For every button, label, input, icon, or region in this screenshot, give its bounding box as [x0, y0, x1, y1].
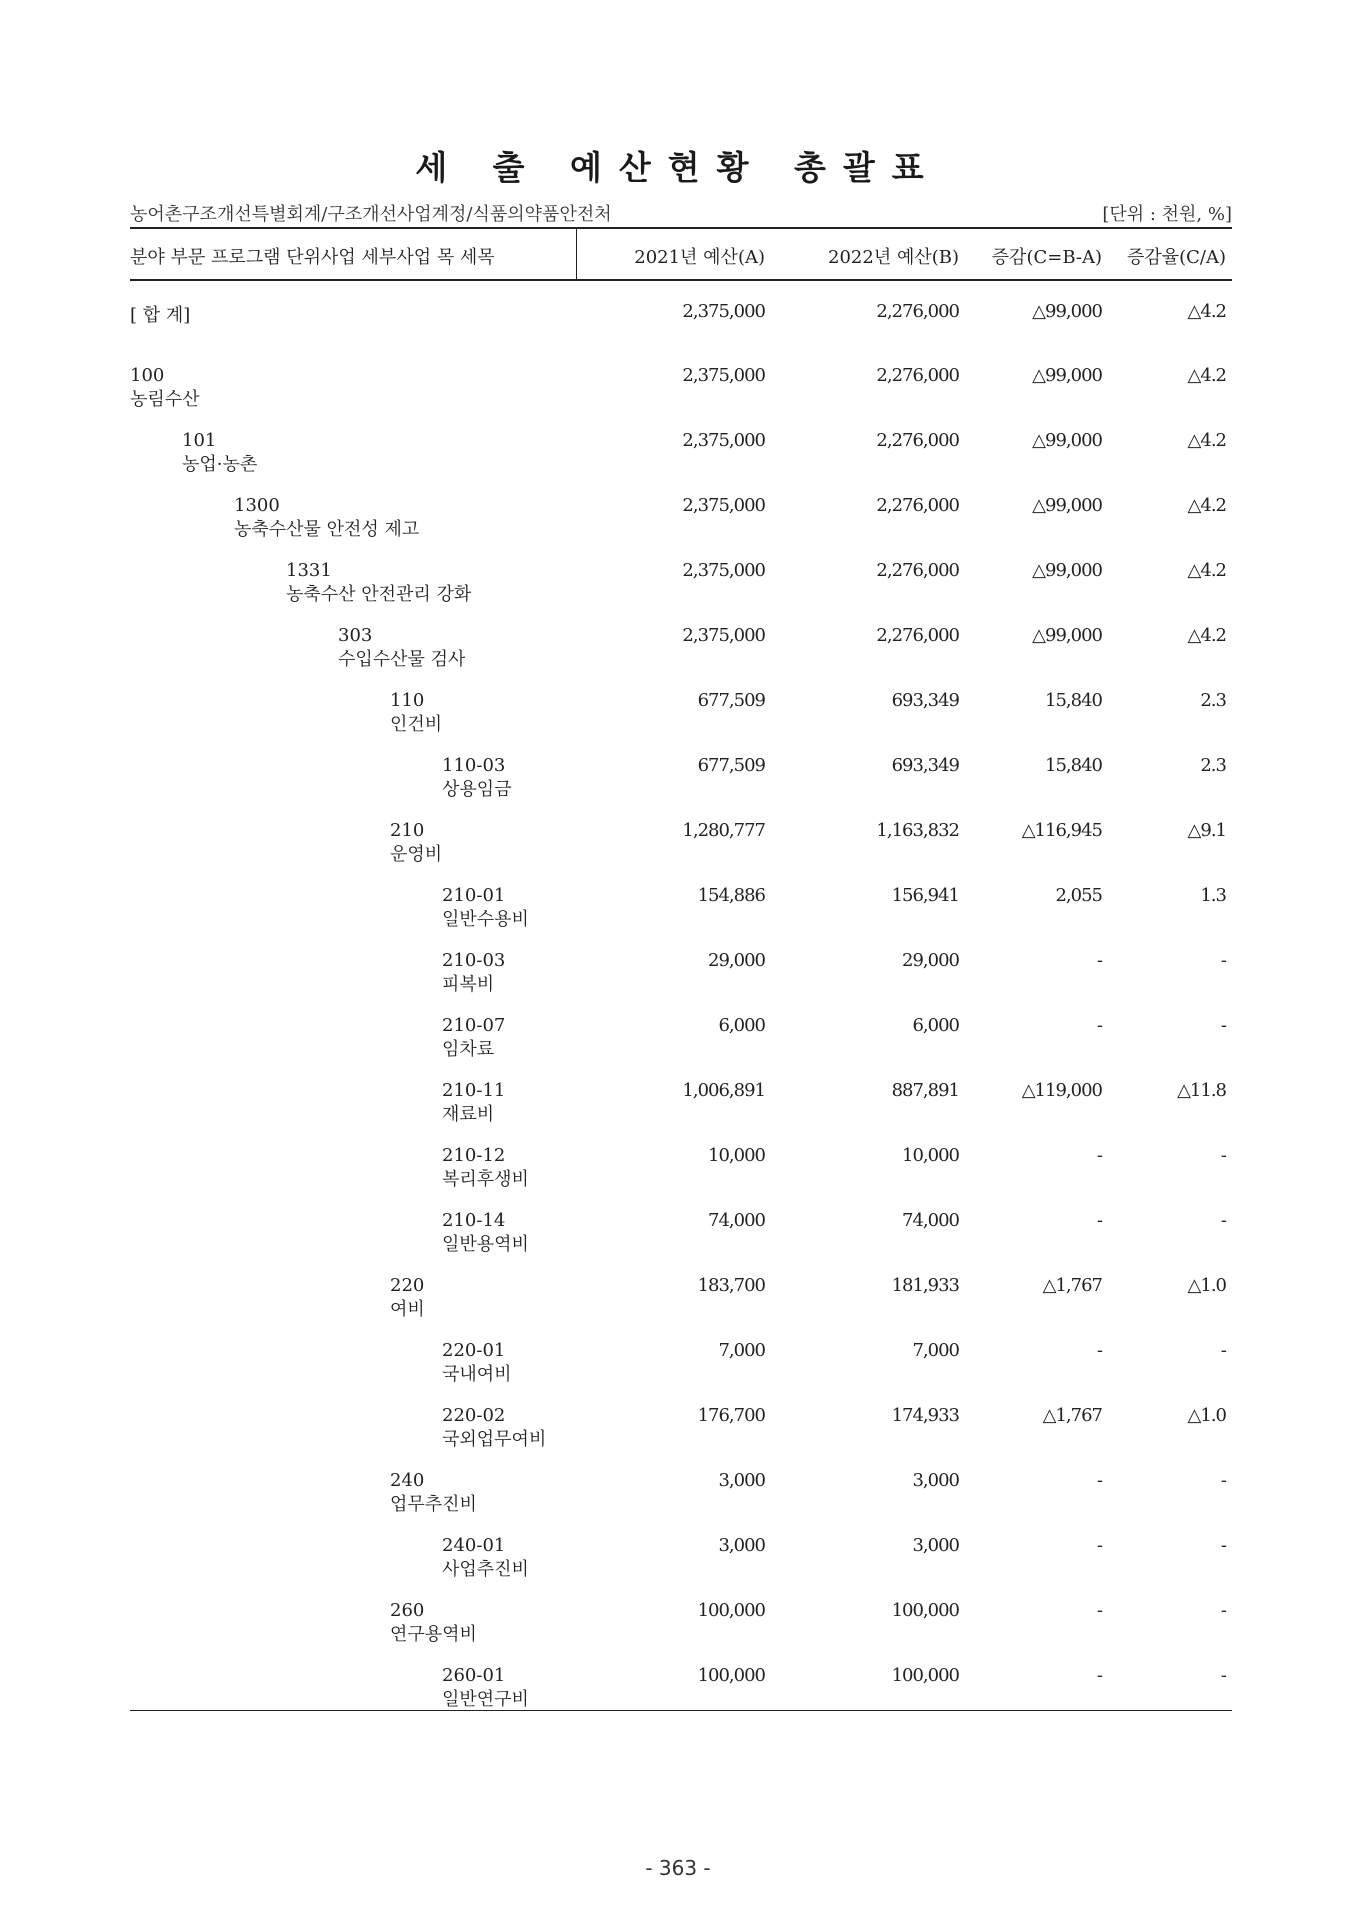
- item-code: 220-01: [442, 1340, 506, 1361]
- change-value: △99,000: [1032, 495, 1102, 516]
- budget-rows: [130, 345, 1232, 1710]
- value-2021: 2,375,000: [682, 560, 765, 581]
- item-name: 국외업무여비: [442, 1429, 547, 1450]
- change-rate-value: -: [1220, 1600, 1226, 1621]
- item-name: 농축수산물 안전성 제고: [234, 519, 420, 540]
- item-name: 복리후생비: [442, 1169, 529, 1190]
- value-2022: 693,349: [891, 690, 959, 711]
- change-rate-value: △4.2: [1187, 365, 1226, 386]
- value-2022: 100,000: [891, 1600, 959, 1621]
- header-2022-budget: 2022년 예산(B): [828, 247, 959, 268]
- header-2021-budget: 2021년 예산(A): [634, 247, 765, 268]
- budget-row: [130, 1060, 1232, 1125]
- item-code: 210-14: [442, 1210, 506, 1231]
- value-2022: 2,276,000: [876, 495, 959, 516]
- item-name: 일반수용비: [442, 909, 529, 930]
- budget-row: [130, 1645, 1232, 1710]
- item-code: 210-11: [442, 1080, 506, 1101]
- item-code: 110: [390, 690, 425, 711]
- total-change-value: △99,000: [1032, 301, 1102, 322]
- value-2022: 6,000: [912, 1015, 959, 1036]
- budget-row: [130, 1255, 1232, 1320]
- page-title: 세 출 예산현황 총괄표: [415, 148, 941, 187]
- value-2021: 2,375,000: [682, 625, 765, 646]
- value-2022: 156,941: [891, 885, 959, 906]
- item-code: 110-03: [442, 755, 506, 776]
- change-value: -: [1096, 1470, 1102, 1491]
- total-row: [130, 281, 1232, 345]
- item-code: 210-03: [442, 950, 506, 971]
- change-value: △99,000: [1032, 625, 1102, 646]
- item-name: 인건비: [390, 714, 443, 735]
- budget-table: [130, 227, 1232, 1711]
- item-name: 운영비: [390, 844, 443, 865]
- change-value: △116,945: [1021, 820, 1102, 841]
- value-2022: 74,000: [902, 1210, 959, 1231]
- value-2021: 677,509: [697, 755, 765, 776]
- value-2021: 29,000: [708, 950, 765, 971]
- item-code: 210-12: [442, 1145, 506, 1166]
- budget-row: [130, 605, 1232, 670]
- value-2021: 154,886: [697, 885, 765, 906]
- budget-row: [130, 1190, 1232, 1255]
- change-rate-value: △4.2: [1187, 495, 1226, 516]
- change-rate-value: -: [1220, 1210, 1226, 1231]
- change-value: △99,000: [1032, 560, 1102, 581]
- item-name: 상용임금: [442, 779, 512, 800]
- item-code: 1331: [286, 560, 332, 581]
- value-2022: 3,000: [912, 1535, 959, 1556]
- value-2021: 7,000: [718, 1340, 765, 1361]
- budget-row: [130, 995, 1232, 1060]
- total-2021-value: 2,375,000: [682, 301, 765, 322]
- budget-row: [130, 800, 1232, 865]
- total-2022-value: 2,276,000: [876, 301, 959, 322]
- table-header: [130, 229, 1232, 281]
- budget-row: [130, 1580, 1232, 1645]
- table-body: [130, 281, 1232, 1710]
- change-rate-value: -: [1220, 1535, 1226, 1556]
- change-value: -: [1096, 950, 1102, 971]
- total-change-rate-value: △4.2: [1187, 301, 1226, 322]
- change-rate-value: -: [1220, 1470, 1226, 1491]
- item-name: 임차료: [442, 1039, 495, 1060]
- item-name: 농업·농촌: [182, 454, 258, 475]
- value-2022: 2,276,000: [876, 365, 959, 386]
- change-rate-value: -: [1220, 1340, 1226, 1361]
- item-name: 사업추진비: [442, 1559, 529, 1580]
- item-code: 240-01: [442, 1535, 506, 1556]
- item-name: 재료비: [442, 1104, 495, 1125]
- budget-row: [130, 475, 1232, 540]
- account-path: 농어촌구조개선특별회계/구조개선사업계정/식품의약품안전처: [130, 204, 612, 225]
- item-name: 업무추진비: [390, 1494, 477, 1515]
- budget-row: [130, 410, 1232, 475]
- value-2022: 10,000: [902, 1145, 959, 1166]
- budget-row: [130, 1385, 1232, 1450]
- budget-row: [130, 540, 1232, 605]
- item-code: 1300: [234, 495, 280, 516]
- value-2022: 174,933: [891, 1405, 959, 1426]
- value-2021: 6,000: [718, 1015, 765, 1036]
- change-rate-value: -: [1220, 1145, 1226, 1166]
- budget-row: [130, 930, 1232, 995]
- change-value: -: [1096, 1665, 1102, 1686]
- change-value: △119,000: [1021, 1080, 1102, 1101]
- value-2021: 2,375,000: [682, 495, 765, 516]
- change-value: -: [1096, 1535, 1102, 1556]
- item-code: 210: [390, 820, 425, 841]
- item-name: 농축수산 안전관리 강화: [286, 584, 472, 605]
- value-2022: 100,000: [891, 1665, 959, 1686]
- change-value: -: [1096, 1145, 1102, 1166]
- value-2021: 74,000: [708, 1210, 765, 1231]
- value-2022: 887,891: [891, 1080, 959, 1101]
- change-rate-value: -: [1220, 950, 1226, 971]
- change-rate-value: -: [1220, 1665, 1226, 1686]
- change-rate-value: △4.2: [1187, 560, 1226, 581]
- header-separator: [576, 229, 577, 279]
- change-rate-value: 2.3: [1200, 690, 1226, 711]
- value-2021: 100,000: [697, 1600, 765, 1621]
- value-2021: 2,375,000: [682, 430, 765, 451]
- value-2021: 1,006,891: [682, 1080, 765, 1101]
- change-rate-value: -: [1220, 1015, 1226, 1036]
- item-code: 210-01: [442, 885, 506, 906]
- value-2021: 1,280,777: [682, 820, 765, 841]
- value-2021: 176,700: [697, 1405, 765, 1426]
- item-code: 101: [182, 430, 217, 451]
- change-rate-value: △11.8: [1177, 1080, 1226, 1101]
- value-2022: 3,000: [912, 1470, 959, 1491]
- value-2021: 2,375,000: [682, 365, 765, 386]
- total-label: [ 합 계]: [130, 305, 191, 326]
- budget-row: [130, 735, 1232, 800]
- change-value: △99,000: [1032, 430, 1102, 451]
- budget-row: [130, 1515, 1232, 1580]
- value-2021: 3,000: [718, 1470, 765, 1491]
- value-2021: 3,000: [718, 1535, 765, 1556]
- change-rate-value: △1.0: [1187, 1275, 1226, 1296]
- change-value: 15,840: [1045, 755, 1102, 776]
- budget-row: [130, 865, 1232, 930]
- change-value: △99,000: [1032, 365, 1102, 386]
- header-category-label: 분야 부문 프로그램 단위사업 세부사업 목 세목: [130, 247, 495, 268]
- value-2021: 10,000: [708, 1145, 765, 1166]
- value-2022: 693,349: [891, 755, 959, 776]
- item-code: 260: [390, 1600, 425, 1621]
- change-value: -: [1096, 1600, 1102, 1621]
- value-2022: 7,000: [912, 1340, 959, 1361]
- change-value: -: [1096, 1210, 1102, 1231]
- budget-row: [130, 1320, 1232, 1385]
- value-2022: 2,276,000: [876, 560, 959, 581]
- item-name: 수입수산물 검사: [338, 649, 466, 670]
- value-2022: 2,276,000: [876, 430, 959, 451]
- value-2021: 183,700: [697, 1275, 765, 1296]
- change-rate-value: △4.2: [1187, 625, 1226, 646]
- change-value: △1,767: [1042, 1405, 1102, 1426]
- change-rate-value: △9.1: [1187, 820, 1226, 841]
- budget-row: [130, 1450, 1232, 1515]
- change-rate-value: △1.0: [1187, 1405, 1226, 1426]
- header-change-rate: 증감율(C/A): [1126, 247, 1226, 268]
- value-2022: 29,000: [902, 950, 959, 971]
- table-bottom-rule: [130, 1710, 1232, 1711]
- item-code: 303: [338, 625, 373, 646]
- item-name: 농림수산: [130, 389, 200, 410]
- unit-label: [단위 : 천원, %]: [1102, 204, 1232, 225]
- header-change: 증감(C=B-A): [991, 247, 1102, 268]
- item-name: 국내여비: [442, 1364, 512, 1385]
- item-name: 여비: [390, 1299, 425, 1320]
- item-code: 240: [390, 1470, 425, 1491]
- item-name: 일반용역비: [442, 1234, 529, 1255]
- item-code: 210-07: [442, 1015, 506, 1036]
- value-2022: 181,933: [891, 1275, 959, 1296]
- item-name: 연구용역비: [390, 1624, 477, 1645]
- change-rate-value: △4.2: [1187, 430, 1226, 451]
- item-name: 일반연구비: [442, 1689, 529, 1710]
- item-code: 260-01: [442, 1665, 506, 1686]
- item-code: 220: [390, 1275, 425, 1296]
- change-value: △1,767: [1042, 1275, 1102, 1296]
- value-2021: 677,509: [697, 690, 765, 711]
- value-2022: 1,163,832: [876, 820, 959, 841]
- change-value: -: [1096, 1340, 1102, 1361]
- budget-row: [130, 1125, 1232, 1190]
- budget-row: [130, 670, 1232, 735]
- change-rate-value: 1.3: [1200, 885, 1226, 906]
- page-number: - 363 -: [645, 1856, 711, 1880]
- value-2021: 100,000: [697, 1665, 765, 1686]
- item-code: 100: [130, 365, 165, 386]
- change-value: -: [1096, 1015, 1102, 1036]
- change-value: 15,840: [1045, 690, 1102, 711]
- change-rate-value: 2.3: [1200, 755, 1226, 776]
- value-2022: 2,276,000: [876, 625, 959, 646]
- budget-row: [130, 345, 1232, 410]
- change-value: 2,055: [1055, 885, 1102, 906]
- item-name: 피복비: [442, 974, 495, 995]
- item-code: 220-02: [442, 1405, 506, 1426]
